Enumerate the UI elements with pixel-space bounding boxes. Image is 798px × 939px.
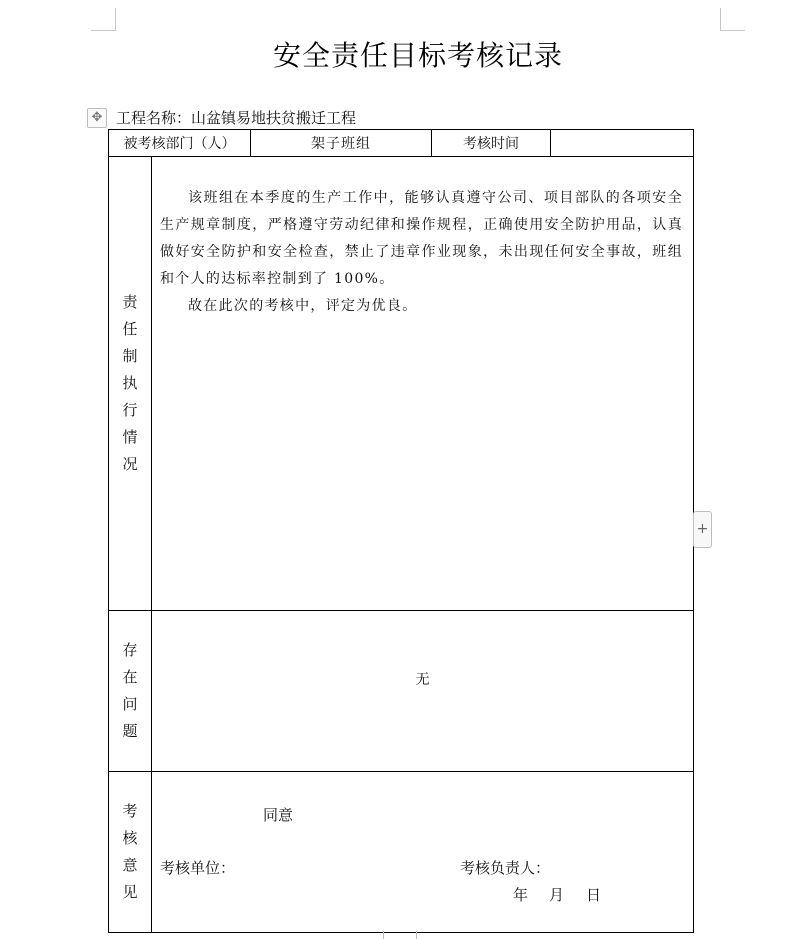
label-char: 在 [122, 668, 138, 686]
label-char: 考 [122, 802, 138, 820]
person-label: 考核负责人： [460, 859, 551, 877]
date-month: 月 [549, 886, 565, 904]
time-label: 考核时间 [432, 130, 551, 157]
time-value[interactable] [551, 130, 694, 157]
opinion-content[interactable] [152, 772, 694, 933]
header-row [109, 130, 694, 157]
date-day: 日 [586, 886, 602, 904]
label-char: 题 [122, 722, 138, 740]
label-char: 责 [122, 293, 138, 311]
dept-label: 被考核部门（人） [109, 130, 251, 157]
label-char: 况 [122, 455, 138, 473]
unit-label: 考核单位： [160, 859, 236, 877]
label-char: 问 [122, 695, 138, 713]
label-char: 情 [122, 428, 138, 446]
issues-value[interactable]: 无 [152, 611, 694, 772]
label-char: 执 [122, 374, 138, 392]
execution-content[interactable] [152, 157, 694, 611]
label-char: 制 [122, 347, 138, 365]
execution-label [109, 157, 152, 611]
label-char: 见 [122, 883, 138, 901]
assessment-table [108, 129, 694, 933]
page-edge-mark [383, 931, 384, 939]
crop-mark-top-left [91, 8, 116, 31]
project-name: 工程名称：山盆镇易地扶贫搬迁工程 [116, 109, 357, 127]
issues-label [109, 611, 152, 772]
execution-paragraph: 该班组在本季度的生产工作中，能够认真遵守公司、项目部队的各项安全生产规章制度，严格遵守劳动纪律和操作规程，正确使用安全防护用品，认真做好安全防护和安全检查，禁止了违章作业现象，未出现任何安全事故，班组和个人的达标率控制到了 100%。 [160, 190, 683, 287]
opinion-row [109, 772, 694, 933]
plus-icon[interactable]: + [693, 511, 712, 548]
label-char: 任 [122, 320, 138, 338]
document-title: 安全责任目标考核记录 [272, 39, 563, 72]
execution-row [109, 157, 694, 611]
page-edge-mark [416, 931, 417, 939]
opinion-label [109, 772, 152, 933]
dept-value[interactable]: 架子班组 [251, 130, 432, 157]
label-char: 存 [122, 641, 138, 659]
issues-row [109, 611, 694, 772]
execution-paragraph: 故在此次的考核中，评定为优良。 [188, 298, 418, 314]
move-icon[interactable]: ✥ [87, 108, 107, 128]
label-char: 行 [122, 401, 138, 419]
agree-text: 同意 [263, 806, 294, 824]
label-char: 意 [122, 856, 138, 874]
date-year: 年 [513, 886, 529, 904]
crop-mark-top-right [720, 8, 745, 31]
label-char: 核 [122, 829, 138, 847]
